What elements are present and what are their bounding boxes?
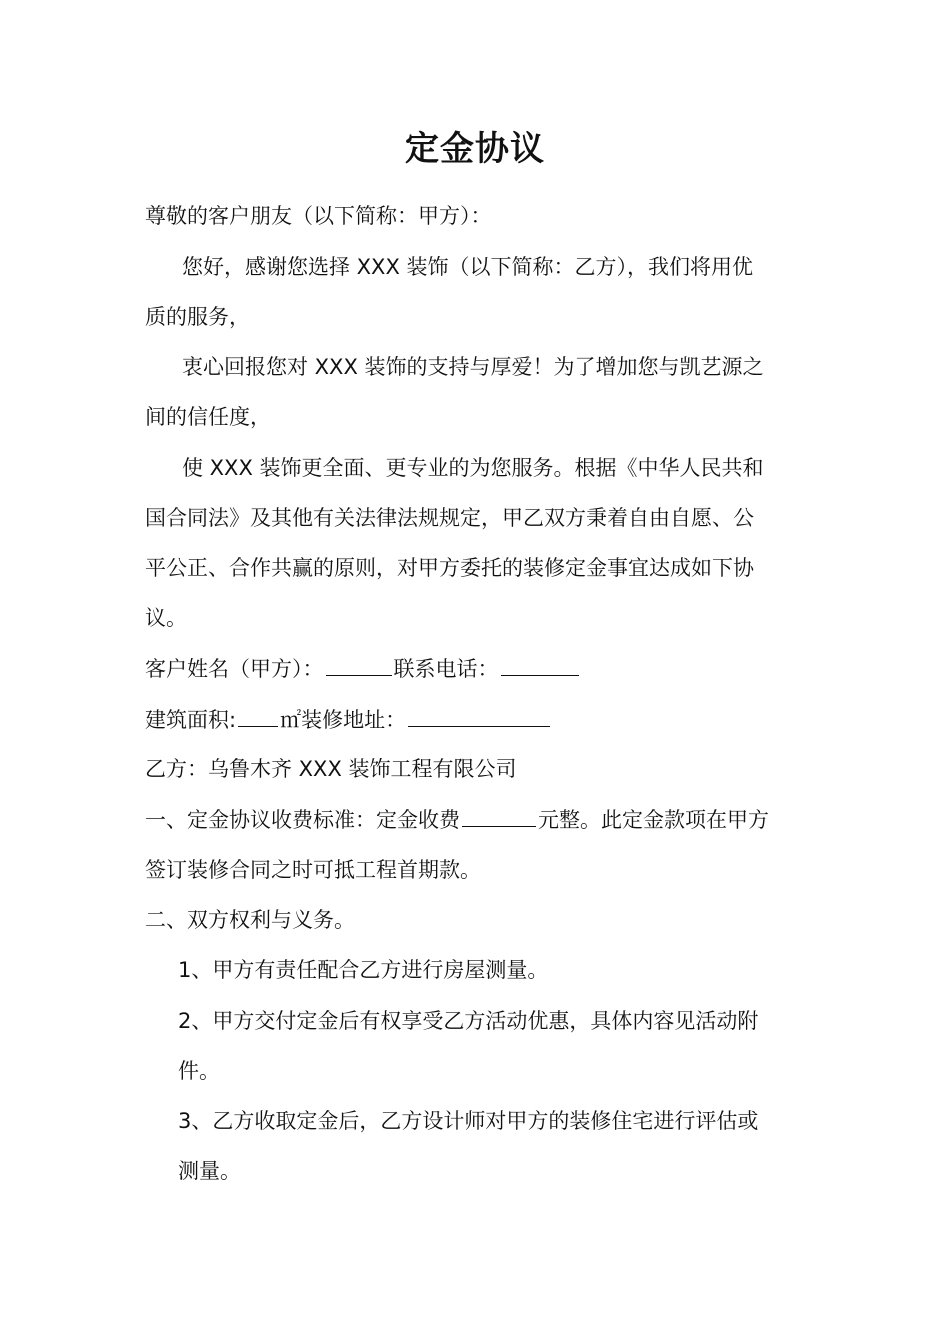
area-address-line xyxy=(145,704,552,734)
section-1-text-b: 元整。此定金款项在甲方 xyxy=(538,808,769,832)
section-1-line-2: 签订装修合同之时可抵工程首期款。 xyxy=(145,858,481,882)
phone-label: 联系电话： xyxy=(393,657,499,681)
section-2-heading: 二、双方权利与义务。 xyxy=(145,908,355,932)
paragraph-2-line-2: 间的信任度， xyxy=(145,405,271,429)
customer-name-label: 客户姓名（甲方）： xyxy=(145,657,324,681)
customer-name-blank[interactable] xyxy=(326,653,392,676)
area-blank[interactable] xyxy=(238,704,278,727)
address-blank[interactable] xyxy=(408,704,550,727)
paragraph-3-line-3: 平公正、合作共赢的原则，对甲方委托的装修定金事宜达成如下协 xyxy=(145,556,754,580)
customer-info-line xyxy=(145,653,581,683)
section-1-line-1 xyxy=(145,804,769,834)
section-1-text-a: 一、定金协议收费标准：定金收费 xyxy=(145,808,460,832)
item-1: 1、甲方有责任配合乙方进行房屋测量。 xyxy=(178,958,549,982)
item-2-line-1: 2、甲方交付定金后有权享受乙方活动优惠，具体内容见活动附 xyxy=(178,1009,759,1033)
item-3-line-1: 3、乙方收取定金后，乙方设计师对甲方的装修住宅进行评估或 xyxy=(178,1109,759,1133)
salutation: 尊敬的客户朋友（以下简称：甲方）： xyxy=(145,204,492,228)
item-2-line-2: 件。 xyxy=(178,1059,220,1083)
paragraph-3-line-4: 议。 xyxy=(145,606,187,630)
document-title: 定金协议 xyxy=(405,129,545,169)
item-3-line-2: 测量。 xyxy=(178,1159,241,1183)
area-label: 建筑面积: xyxy=(145,708,237,732)
area-unit-address-label: ㎡装修地址： xyxy=(280,708,407,732)
paragraph-3-line-2: 国合同法》及其他有关法律法规规定，甲乙双方秉着自由自愿、公 xyxy=(145,506,754,530)
phone-blank[interactable] xyxy=(501,653,579,676)
deposit-amount-blank[interactable] xyxy=(462,804,536,827)
party-b-line: 乙方：乌鲁木齐 XXX 装饰工程有限公司 xyxy=(145,757,517,781)
paragraph-1-line-2: 质的服务， xyxy=(145,305,250,329)
paragraph-2-line-1: 衷心回报您对 XXX 装饰的支持与厚爱！为了增加您与凯艺源之 xyxy=(182,355,764,379)
paragraph-1-line-1: 您好，感谢您选择 XXX 装饰（以下简称：乙方），我们将用优 xyxy=(182,255,754,279)
paragraph-3-line-1: 使 XXX 装饰更全面、更专业的为您服务。根据《中华人民共和 xyxy=(182,456,764,480)
